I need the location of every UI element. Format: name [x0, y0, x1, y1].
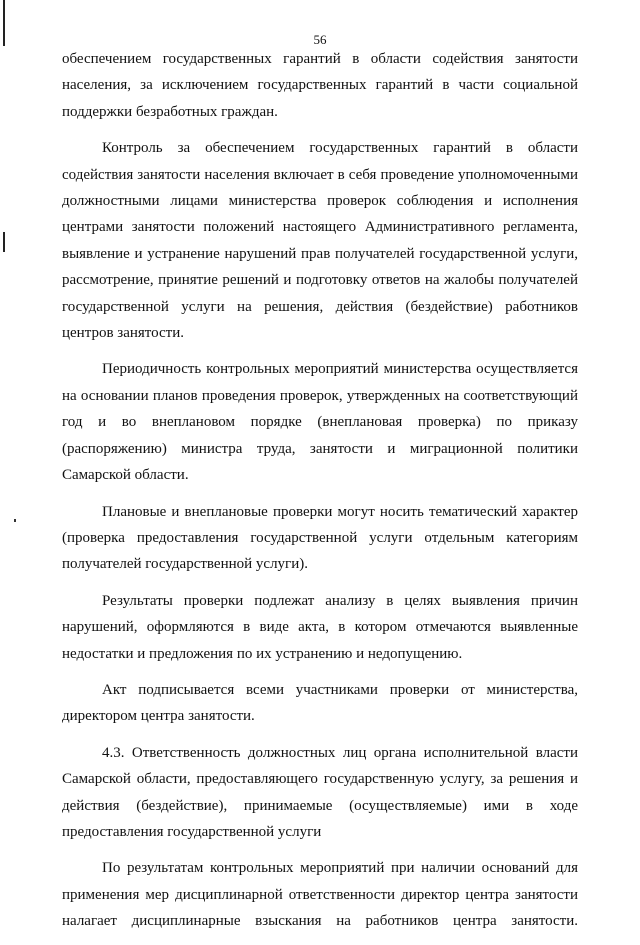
- page-number: 56: [313, 32, 327, 47]
- text-line: Плановые и внеплановые проверки могут носить тематический характер: [102, 503, 578, 520]
- text-line: должностными лицами министерства проверок соблюдения и исполнения: [62, 193, 578, 210]
- text-line: 4.3. Ответственность должностных лиц органа исполнительной власти: [102, 744, 578, 761]
- text-line: нарушений, оформляются в виде акта, в котором отмечаются выявленные: [62, 619, 578, 636]
- text-line: государственной услуги на решения, действия (бездействие) работников: [62, 298, 578, 315]
- text-line: на основании планов проведения проверок, утвержденных на соответствующий: [62, 387, 578, 404]
- paragraph-p3: [62, 356, 578, 488]
- text-line: Акт подписывается всеми участниками проверки от министерства,: [102, 681, 578, 698]
- scan-edge-mark: [3, 232, 5, 252]
- paragraph-p1: [62, 46, 578, 125]
- document-body: [62, 46, 578, 945]
- text-line: Периодичность контрольных мероприятий министерства осуществляется: [102, 361, 578, 378]
- text-line: Самарской области.: [62, 467, 189, 484]
- text-line: Контроль за обеспечением государственных гарантий в области: [102, 140, 578, 157]
- text-line: центров занятости.: [62, 325, 185, 342]
- paragraph-p8: [62, 855, 578, 934]
- text-line: директором центра занятости.: [62, 708, 255, 725]
- text-line: населения, за исключением государственных гарантий в части социальной: [62, 77, 578, 94]
- text-line: По результатам контрольных мероприятий при наличии оснований для: [102, 860, 578, 877]
- text-line: применения мер дисциплинарной ответственности директор центра занятости: [62, 886, 578, 903]
- text-line: предоставления государственной услуги: [62, 823, 322, 840]
- text-line: обеспечением государственных гарантий в области содействия занятости: [62, 51, 578, 67]
- text-line: Результаты проверки подлежат анализу в целях выявления причин: [102, 592, 578, 609]
- text-line: (распоряжению) министра труда, занятости и миграционной политики: [62, 440, 578, 457]
- paragraph-p6: [62, 677, 578, 730]
- text-line: получателей государственной услуги).: [62, 556, 308, 573]
- text-line: выявление и устранение нарушений прав получателей государственной услуги,: [62, 245, 578, 262]
- text-line: рассмотрение, принятие решений и подготовку ответов на жалобы получателей: [62, 272, 578, 289]
- text-line: год и во внеплановом порядке (внеплановая проверка) по приказу: [62, 414, 578, 431]
- text-line: Самарской области, предоставляющего государственную услугу, за решения и: [62, 771, 578, 788]
- text-line: действия (бездействие), принимаемые (осуществляемые) ими в ходе: [62, 797, 578, 814]
- text-line: налагает дисциплинарные взыскания на работников центра занятости.: [62, 913, 578, 930]
- text-line: центрами занятости положений настоящего Административного регламента,: [62, 219, 578, 236]
- scan-speck: [14, 519, 16, 522]
- text-line: поддержки безработных граждан.: [62, 103, 278, 120]
- paragraph-p7: [62, 740, 578, 846]
- paragraph-p5: [62, 588, 578, 667]
- paragraph-p4: [62, 499, 578, 578]
- text-line: содействия занятости населения включает в себя проведение уполномоченными: [62, 166, 578, 183]
- text-line: (проверка предоставления государственной услуги отдельным категориям: [62, 529, 578, 546]
- text-line: недостатки и предложения по их устранению и недопущению.: [62, 645, 463, 662]
- paragraph-p2: [62, 135, 578, 346]
